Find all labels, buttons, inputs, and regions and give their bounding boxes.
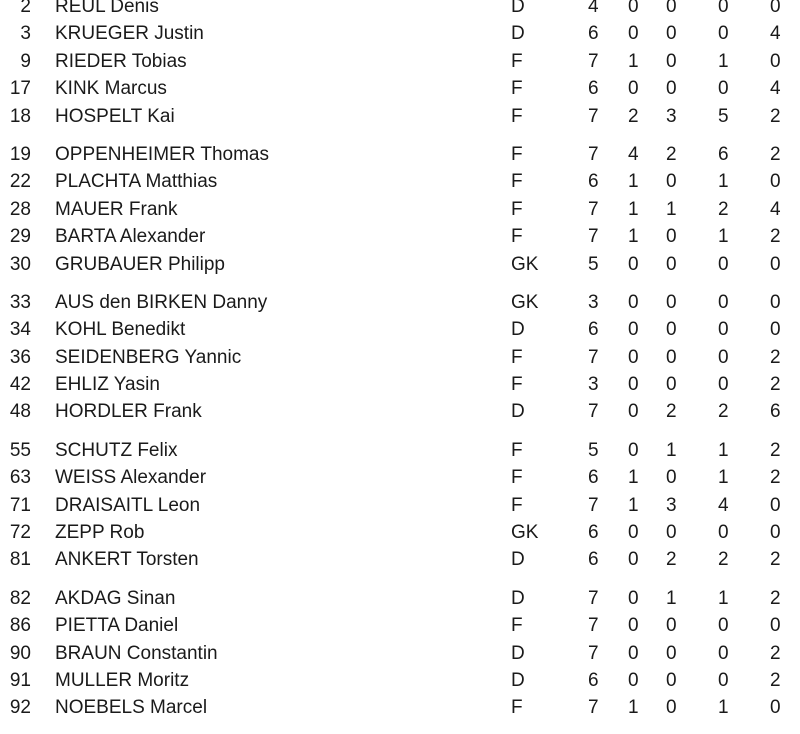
- goals: 0: [628, 522, 639, 544]
- points: 1: [718, 587, 729, 609]
- points: 2: [718, 549, 729, 571]
- position: F: [511, 615, 523, 637]
- position: GK: [511, 291, 539, 313]
- player-name: KINK Marcus: [55, 78, 167, 100]
- penalty-minutes: 0: [770, 171, 781, 193]
- penalty-minutes: 4: [770, 78, 781, 100]
- games-played: 6: [588, 549, 599, 571]
- table-row: [0, 289, 800, 316]
- assists: 3: [666, 105, 677, 127]
- goals: 0: [628, 439, 639, 461]
- games-played: 7: [588, 198, 599, 220]
- points: 1: [718, 171, 729, 193]
- points: 4: [718, 494, 729, 516]
- player-name: SEIDENBERG Yannic: [55, 346, 242, 368]
- table-row: [0, 141, 800, 168]
- points: 0: [718, 522, 729, 544]
- games-played: 6: [588, 171, 599, 193]
- player-name: MULLER Moritz: [55, 669, 190, 691]
- player-name: DRAISAITL Leon: [55, 494, 201, 516]
- position: F: [511, 494, 523, 516]
- assists: 0: [666, 291, 677, 313]
- table-row: [0, 694, 800, 721]
- table-row: [0, 546, 800, 573]
- goals: 0: [628, 253, 639, 275]
- penalty-minutes: 0: [770, 0, 781, 17]
- points: 0: [718, 374, 729, 396]
- penalty-minutes: 2: [770, 467, 781, 489]
- player-name: KRUEGER Justin: [55, 23, 204, 45]
- penalty-minutes: 4: [770, 198, 781, 220]
- table-row: [0, 251, 800, 278]
- table-row: [0, 585, 800, 612]
- player-name: BARTA Alexander: [55, 226, 206, 248]
- table-row: [0, 223, 800, 250]
- points: 1: [718, 50, 729, 72]
- points: 0: [718, 319, 729, 341]
- table-row: [0, 168, 800, 195]
- player-name: OPPENHEIMER Thomas: [55, 143, 269, 165]
- assists: 3: [666, 494, 677, 516]
- player-name: AUS den BIRKEN Danny: [55, 291, 268, 313]
- assists: 0: [666, 78, 677, 100]
- penalty-minutes: 2: [770, 143, 781, 165]
- jersey-number: 19: [9, 143, 31, 165]
- position: F: [511, 346, 523, 368]
- jersey-number: 30: [9, 253, 31, 275]
- jersey-number: 18: [9, 105, 31, 127]
- games-played: 7: [588, 346, 599, 368]
- table-row: [0, 667, 800, 694]
- assists: 0: [666, 319, 677, 341]
- penalty-minutes: 6: [770, 401, 781, 423]
- position: GK: [511, 522, 539, 544]
- games-played: 4: [588, 0, 599, 17]
- table-row: [0, 0, 800, 20]
- goals: 0: [628, 78, 639, 100]
- position: GK: [511, 253, 539, 275]
- player-name: WEISS Alexander: [55, 467, 207, 489]
- table-row: [0, 437, 800, 464]
- points: 2: [718, 401, 729, 423]
- goals: 0: [628, 401, 639, 423]
- table-row: [0, 196, 800, 223]
- games-played: 7: [588, 226, 599, 248]
- goals: 1: [628, 171, 639, 193]
- player-name: RIEDER Tobias: [55, 50, 187, 72]
- player-name: ZEPP Rob: [55, 522, 145, 544]
- goals: 1: [628, 226, 639, 248]
- position: D: [511, 669, 525, 691]
- jersey-number: 28: [9, 198, 31, 220]
- table-row: [0, 75, 800, 102]
- penalty-minutes: 0: [770, 615, 781, 637]
- penalty-minutes: 2: [770, 642, 781, 664]
- position: D: [511, 642, 525, 664]
- games-played: 7: [588, 401, 599, 423]
- goals: 4: [628, 143, 639, 165]
- table-row: [0, 316, 800, 343]
- goals: 0: [628, 615, 639, 637]
- position: D: [511, 23, 525, 45]
- position: D: [511, 319, 525, 341]
- table-row: [0, 48, 800, 75]
- assists: 0: [666, 23, 677, 45]
- position: F: [511, 50, 523, 72]
- player-name: PLACHTA Matthias: [55, 171, 218, 193]
- assists: 1: [666, 439, 677, 461]
- penalty-minutes: 0: [770, 253, 781, 275]
- points: 1: [718, 439, 729, 461]
- jersey-number: 3: [20, 23, 31, 45]
- player-name: HORDLER Frank: [55, 401, 202, 423]
- games-played: 5: [588, 253, 599, 275]
- player-name: ANKERT Torsten: [55, 549, 199, 571]
- penalty-minutes: 2: [770, 439, 781, 461]
- position: F: [511, 697, 523, 719]
- position: F: [511, 374, 523, 396]
- games-played: 7: [588, 697, 599, 719]
- points: 1: [718, 226, 729, 248]
- table-row: [0, 519, 800, 546]
- assists: 2: [666, 143, 677, 165]
- goals: 0: [628, 374, 639, 396]
- points: 0: [718, 346, 729, 368]
- penalty-minutes: 0: [770, 50, 781, 72]
- position: F: [511, 105, 523, 127]
- position: F: [511, 467, 523, 489]
- games-played: 7: [588, 50, 599, 72]
- goals: 1: [628, 697, 639, 719]
- jersey-number: 22: [9, 171, 31, 193]
- jersey-number: 34: [9, 319, 31, 341]
- games-played: 5: [588, 439, 599, 461]
- penalty-minutes: 4: [770, 23, 781, 45]
- points: 1: [718, 467, 729, 489]
- penalty-minutes: 0: [770, 522, 781, 544]
- player-name: SCHUTZ Felix: [55, 439, 178, 461]
- assists: 1: [666, 198, 677, 220]
- assists: 0: [666, 615, 677, 637]
- position: F: [511, 171, 523, 193]
- assists: 0: [666, 669, 677, 691]
- goals: 0: [628, 642, 639, 664]
- position: F: [511, 78, 523, 100]
- table-row: [0, 20, 800, 47]
- goals: 0: [628, 291, 639, 313]
- jersey-number: 9: [20, 50, 31, 72]
- penalty-minutes: 2: [770, 346, 781, 368]
- jersey-number: 71: [9, 494, 31, 516]
- jersey-number: 63: [9, 467, 31, 489]
- table-row: [0, 640, 800, 667]
- player-name: BRAUN Constantin: [55, 642, 218, 664]
- player-group: [0, 0, 800, 130]
- position: F: [511, 198, 523, 220]
- player-group: [0, 585, 800, 722]
- points: 0: [718, 291, 729, 313]
- assists: 1: [666, 587, 677, 609]
- assists: 0: [666, 50, 677, 72]
- jersey-number: 91: [9, 669, 31, 691]
- points: 2: [718, 198, 729, 220]
- assists: 0: [666, 467, 677, 489]
- goals: 2: [628, 105, 639, 127]
- player-group: [0, 141, 800, 278]
- jersey-number: 92: [9, 697, 31, 719]
- jersey-number: 29: [9, 226, 31, 248]
- player-group: [0, 437, 800, 574]
- assists: 0: [666, 226, 677, 248]
- points: 0: [718, 615, 729, 637]
- goals: 0: [628, 549, 639, 571]
- assists: 0: [666, 0, 677, 17]
- penalty-minutes: 2: [770, 226, 781, 248]
- position: F: [511, 226, 523, 248]
- points: 0: [718, 0, 729, 17]
- player-group: [0, 289, 800, 426]
- goals: 0: [628, 0, 639, 17]
- penalty-minutes: 2: [770, 549, 781, 571]
- goals: 1: [628, 467, 639, 489]
- penalty-minutes: 2: [770, 374, 781, 396]
- player-name: KOHL Benedikt: [55, 319, 186, 341]
- goals: 0: [628, 23, 639, 45]
- player-name: AKDAG Sinan: [55, 587, 176, 609]
- position: D: [511, 587, 525, 609]
- games-played: 7: [588, 494, 599, 516]
- table-row: [0, 464, 800, 491]
- assists: 0: [666, 171, 677, 193]
- jersey-number: 17: [9, 78, 31, 100]
- player-name: NOEBELS Marcel: [55, 697, 208, 719]
- jersey-number: 86: [9, 615, 31, 637]
- jersey-number: 72: [9, 522, 31, 544]
- position: F: [511, 439, 523, 461]
- player-name: PIETTA Daniel: [55, 615, 179, 637]
- goals: 1: [628, 50, 639, 72]
- goals: 0: [628, 346, 639, 368]
- points: 0: [718, 23, 729, 45]
- penalty-minutes: 2: [770, 105, 781, 127]
- jersey-number: 33: [9, 291, 31, 313]
- player-name: EHLIZ Yasin: [55, 374, 160, 396]
- penalty-minutes: 0: [770, 319, 781, 341]
- penalty-minutes: 2: [770, 669, 781, 691]
- assists: 0: [666, 697, 677, 719]
- jersey-number: 90: [9, 642, 31, 664]
- table-row: [0, 371, 800, 398]
- games-played: 3: [588, 374, 599, 396]
- jersey-number: 42: [9, 374, 31, 396]
- points: 5: [718, 105, 729, 127]
- points: 1: [718, 697, 729, 719]
- assists: 0: [666, 346, 677, 368]
- position: D: [511, 401, 525, 423]
- table-row: [0, 398, 800, 425]
- games-played: 6: [588, 23, 599, 45]
- games-played: 6: [588, 522, 599, 544]
- games-played: 7: [588, 642, 599, 664]
- player-name: HOSPELT Kai: [55, 105, 175, 127]
- jersey-number: 2: [20, 0, 31, 17]
- position: D: [511, 549, 525, 571]
- games-played: 7: [588, 587, 599, 609]
- jersey-number: 36: [9, 346, 31, 368]
- points: 0: [718, 253, 729, 275]
- penalty-minutes: 0: [770, 697, 781, 719]
- jersey-number: 55: [9, 439, 31, 461]
- player-name: MAUER Frank: [55, 198, 178, 220]
- position: F: [511, 143, 523, 165]
- penalty-minutes: 2: [770, 587, 781, 609]
- games-played: 6: [588, 78, 599, 100]
- table-row: [0, 492, 800, 519]
- jersey-number: 48: [9, 401, 31, 423]
- player-name: GRUBAUER Philipp: [55, 253, 225, 275]
- goals: 1: [628, 494, 639, 516]
- table-row: [0, 612, 800, 639]
- goals: 0: [628, 319, 639, 341]
- table-row: [0, 103, 800, 130]
- games-played: 7: [588, 105, 599, 127]
- jersey-number: 82: [9, 587, 31, 609]
- points: 0: [718, 669, 729, 691]
- games-played: 6: [588, 669, 599, 691]
- games-played: 3: [588, 291, 599, 313]
- games-played: 7: [588, 143, 599, 165]
- assists: 0: [666, 522, 677, 544]
- penalty-minutes: 0: [770, 494, 781, 516]
- goals: 0: [628, 587, 639, 609]
- position: D: [511, 0, 525, 17]
- games-played: 7: [588, 615, 599, 637]
- points: 6: [718, 143, 729, 165]
- table-row: [0, 344, 800, 371]
- player-name: REUL Denis: [55, 0, 159, 17]
- assists: 0: [666, 642, 677, 664]
- points: 0: [718, 78, 729, 100]
- games-played: 6: [588, 467, 599, 489]
- penalty-minutes: 0: [770, 291, 781, 313]
- points: 0: [718, 642, 729, 664]
- goals: 1: [628, 198, 639, 220]
- jersey-number: 81: [9, 549, 31, 571]
- assists: 0: [666, 374, 677, 396]
- games-played: 6: [588, 319, 599, 341]
- assists: 0: [666, 253, 677, 275]
- goals: 0: [628, 669, 639, 691]
- assists: 2: [666, 401, 677, 423]
- assists: 2: [666, 549, 677, 571]
